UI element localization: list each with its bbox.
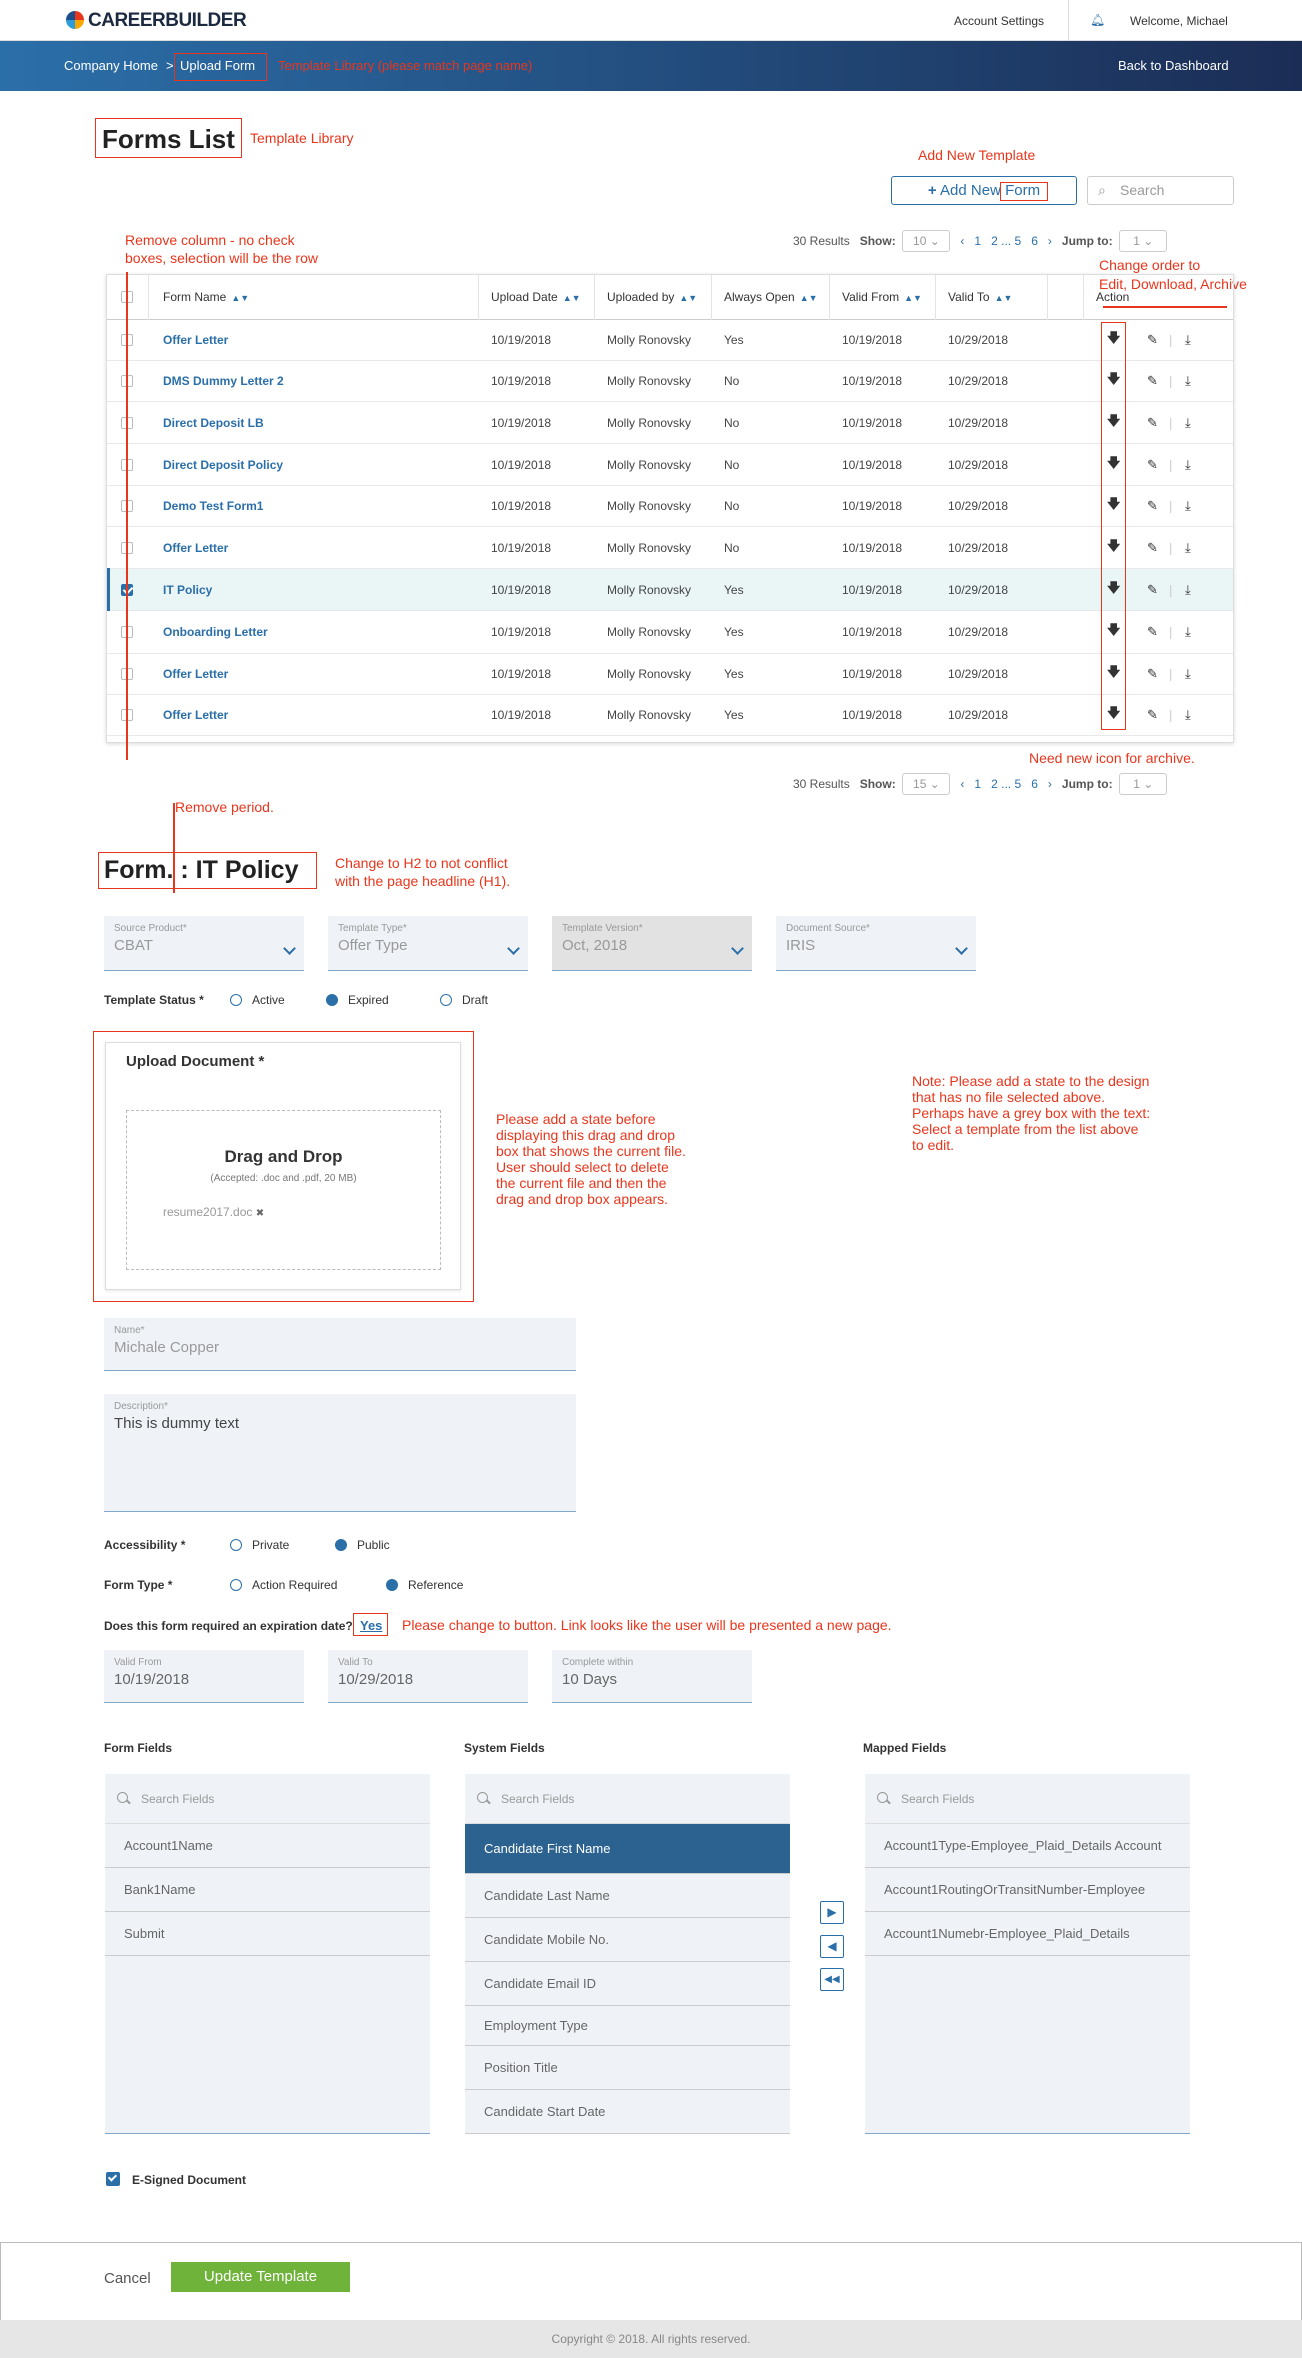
valid-from: 10/19/2018 [842,415,903,430]
upload-title: Upload Document * [126,1053,265,1070]
uploaded-by: Molly Ronovsky [607,415,692,430]
prev-page-button[interactable]: ‹ [960,234,965,248]
valid-from: 10/19/2018 [842,499,903,513]
jump-to-select[interactable]: 1 ⌄ [1119,773,1167,795]
uploaded-by: Molly Ronovsky [607,540,692,555]
play-right-icon: ▶ [827,1905,837,1919]
accessibility-label: Accessibility * [104,1538,186,1552]
copyright: Copyright © 2018. All rights reserved. [551,2332,751,2346]
annotation-nav: Template Library (please match page name) [278,58,533,73]
always-open: No [724,415,740,430]
annotation-box [98,852,317,889]
valid-to: 10/29/2018 [948,457,1009,472]
list-item[interactable]: Employment Type [465,2006,790,2046]
column-valid-to[interactable]: Valid To ▲▼ [936,275,1048,320]
template-type-select[interactable]: Template Type* Offer Type [328,916,528,971]
logo-mark-icon [66,11,84,29]
list-item[interactable]: Account1Type-Employee_Plaid_Details Account [865,1824,1190,1868]
action-divider: | [1169,582,1173,597]
divider [1068,0,1069,40]
valid-to: 10/29/2018 [948,374,1009,388]
action-divider: | [1169,373,1173,389]
download-icon[interactable]: ⤓ [1185,539,1191,555]
annotation-box [1000,182,1048,201]
table-row[interactable] [107,444,1233,486]
table-row[interactable] [107,320,1233,361]
action-divider: | [1169,457,1173,472]
sort-icon: ▲▼ [904,293,922,303]
prev-page-button[interactable]: ‹ [960,777,965,791]
always-open: Yes [724,582,744,597]
drag-drop-zone[interactable] [126,1110,441,1270]
action-divider: | [1169,498,1173,514]
form-fields-search[interactable]: Search Fields [105,1774,430,1824]
column-upload-date[interactable]: Upload Date ▲▼ [479,275,595,320]
uploaded-by: Molly Ronovsky [607,625,692,639]
edit-icon[interactable]: ✎ [1147,498,1158,513]
page-link[interactable]: 5 [1014,777,1022,791]
list-item[interactable]: Candidate Start Date [465,2090,790,2134]
action-divider: | [1169,624,1173,640]
annotation-nofile: Note: Please add a state to the design that has no file selected above. Perhaps have a grey box with the text: Select a template from the list above to edit. [912,1073,1151,1153]
upload-date: 10/19/2018 [491,708,552,722]
annotation-h2: Change to H2 to not conflict [335,855,508,871]
annotation-title: Template Library [250,130,354,146]
sort-icon: ▲▼ [679,293,698,303]
valid-to: 10/29/2018 [948,708,1009,722]
annotation-order: Change order to [1099,257,1201,273]
valid-from: 10/19/2018 [842,582,903,597]
uploaded-by: Molly Ronovsky [607,333,692,347]
cancel-button[interactable]: Cancel [104,2270,151,2287]
annotation-state: Please add a state before displaying this drag and drop box that shows the current file. User should select to delete the current file and then the drag and drop box appears. [496,1111,686,1207]
column-form-name[interactable]: Form Name ▲▼ [149,275,479,320]
play-left-icon: ◀ [827,1939,837,1953]
name-field[interactable]: Name* Michale Copper [104,1318,576,1371]
description-field[interactable]: Description* This is dummy text [104,1394,576,1512]
download-icon[interactable]: ⤓ [1185,624,1191,639]
always-open: Yes [724,667,744,681]
annotation-period: Remove period. [175,799,274,815]
expiration-yes-link[interactable]: Yes [360,1618,383,1633]
drag-subtitle: (Accepted: .doc and .pdf, 20 MB) [210,1173,357,1184]
column-spacer [1048,275,1084,320]
mapped-fields-list [865,1774,1190,2134]
page-link[interactable]: 1 [974,234,982,248]
template-status-label: Template Status * [104,993,204,1007]
search-icon: ⌕ [1098,182,1106,198]
template-version-select: Template Version* Oct, 2018 [552,916,752,971]
uploaded-by: Molly Ronovsky [607,667,692,681]
annotation-box [353,1613,388,1636]
table-row[interactable] [107,611,1233,654]
download-icon[interactable]: ⤓ [1185,456,1191,472]
always-open: No [724,499,740,513]
upload-date: 10/19/2018 [491,582,552,597]
file-chip: resume2017.doc ✖ [163,1205,265,1219]
list-item[interactable]: Candidate First Name [465,1824,790,1874]
uploaded-by: Molly Ronovsky [607,708,692,722]
download-icon[interactable]: ⤓ [1185,581,1191,597]
always-open: No [724,457,740,472]
drag-title: Drag and Drop [224,1147,343,1166]
upload-document-card [105,1042,461,1290]
edit-icon[interactable]: ✎ [1147,707,1158,722]
move-left-button[interactable] [820,1935,844,1958]
action-divider: | [1169,540,1173,555]
form-name-link[interactable]: Demo Test Form1 [163,499,264,513]
upload-date: 10/19/2018 [491,625,552,639]
table-row[interactable] [107,486,1233,527]
upload-date: 10/19/2018 [491,415,552,430]
edit-icon[interactable]: ✎ [1147,332,1158,347]
form-name-link[interactable]: Offer Letter [163,708,229,722]
always-open: Yes [724,708,744,722]
pagination-bottom: 30 Results Show: 15 ⌄ ‹ 1 2 ... 5 6 › Jump to: 1 ⌄ [793,772,1167,796]
list-item[interactable]: Position Title [465,2046,790,2090]
edit-icon[interactable]: ✎ [1147,539,1158,555]
form-name-link[interactable]: DMS Dummy Letter 2 [163,374,284,388]
jump-to-select[interactable]: 1 ⌄ [1119,230,1167,252]
document-source-select[interactable]: Document Source* IRIS [776,916,976,971]
edit-icon[interactable]: ✎ [1147,373,1158,388]
breadcrumb-home[interactable]: Company Home [64,58,158,73]
move-right-button[interactable] [820,1901,844,1924]
mapped-fields-title: Mapped Fields [863,1741,947,1755]
valid-from: 10/19/2018 [842,540,903,555]
annotation-line [126,272,128,760]
accessibility-radio-public[interactable]: Public [335,1538,390,1552]
upload-date: 10/19/2018 [491,333,552,347]
table-header [107,275,1233,320]
sort-icon: ▲▼ [799,293,818,303]
archive-download-icon[interactable]: 🡇 [1107,412,1121,428]
annotation-remove-col: boxes, selection will be the row [125,250,318,266]
accessibility-radio-private[interactable]: Private [230,1538,289,1552]
upload-date: 10/19/2018 [491,374,552,388]
page-link[interactable]: 2 ... [991,234,1012,248]
edit-icon[interactable]: ✎ [1147,456,1158,472]
select-all-header [107,275,149,320]
upload-date: 10/19/2018 [491,457,552,472]
back-to-dashboard-link[interactable]: Back to Dashboard [1118,58,1229,73]
edit-icon[interactable]: ✎ [1147,581,1158,597]
footer [0,2320,1302,2358]
always-open: Yes [724,333,744,347]
esigned-label: E-Signed Document [132,2173,247,2187]
form-name-link[interactable]: Offer Letter [163,333,229,347]
system-fields-list [465,1774,790,2134]
edit-icon[interactable]: ✎ [1147,414,1158,430]
always-open: No [724,374,740,388]
list-item[interactable]: Account1RoutingOrTransitNumber-Employee [865,1868,1190,1912]
expiration-question: Does this form required an expiration date? [104,1619,353,1633]
sort-icon: ▲▼ [231,293,250,303]
archive-download-icon[interactable]: 🡇 [1107,371,1121,386]
valid-from: 10/19/2018 [842,667,903,681]
download-icon[interactable]: ⤓ [1185,414,1191,430]
add-new-form-button[interactable]: + Add New Form [891,176,1077,205]
upload-date: 10/19/2018 [491,499,552,513]
archive-download-icon[interactable]: 🡇 [1107,622,1121,637]
page-title: Forms List [102,124,235,154]
double-left-icon: ◀◀ [824,1974,840,1985]
annotation-box [174,53,267,81]
valid-from-field[interactable]: Valid From 10/19/2018 [104,1650,304,1703]
welcome-user[interactable]: Welcome, Michael [1130,14,1228,28]
sort-icon: ▲▼ [994,293,1013,303]
valid-from: 10/19/2018 [842,708,903,722]
uploaded-by: Molly Ronovsky [607,374,692,388]
valid-to: 10/29/2018 [948,540,1009,555]
page-link[interactable]: 2 ... [991,777,1012,791]
mapped-fields-search[interactable]: Search Fields [865,1774,1190,1824]
valid-to: 10/29/2018 [948,333,1009,347]
form-type-radio-reference[interactable]: Reference [386,1578,463,1592]
annotation-button: Please change to button. Link looks like the user will be presented a new page. [402,1617,892,1633]
archive-download-icon[interactable]: 🡇 [1107,705,1121,720]
page-link[interactable]: 5 [1014,234,1022,248]
annotation-box [95,118,242,158]
archive-download-icon[interactable]: 🡇 [1107,496,1121,511]
form-fields-title: Form Fields [104,1741,173,1755]
annotation-add: Add New Template [918,147,1036,163]
complete-within-field[interactable]: Complete within 10 Days [552,1650,752,1703]
annotation-arrow [1103,306,1227,308]
action-divider: | [1169,415,1173,430]
always-open: No [724,540,740,555]
action-divider: | [1169,666,1173,682]
always-open: Yes [724,625,744,639]
forms-table [106,274,1234,743]
uploaded-by: Molly Ronovsky [607,499,692,513]
valid-to: 10/29/2018 [948,415,1009,430]
page-link[interactable]: 6 [1031,777,1038,791]
valid-from: 10/19/2018 [842,333,903,347]
system-fields-search[interactable]: Search Fields [465,1774,790,1824]
annotation-box [1101,322,1126,730]
download-icon[interactable]: ⤓ [1185,666,1191,681]
breadcrumb-current: Upload Form [180,58,256,73]
annotation-archive: Need new icon for archive. [1029,750,1195,766]
table-row[interactable] [107,361,1233,402]
move-all-left-button[interactable] [820,1968,844,1991]
upload-date: 10/19/2018 [491,540,552,555]
valid-to: 10/29/2018 [948,499,1009,513]
page-size-select[interactable]: 10 ⌄ [902,230,950,252]
uploaded-by: Molly Ronovsky [607,582,692,597]
column-uploaded-by[interactable]: Uploaded by ▲▼ [595,275,712,320]
source-product-select[interactable]: Source Product* CBAT [104,916,304,971]
next-page-button[interactable]: › [1047,234,1052,248]
list-item[interactable]: Submit [105,1912,430,1956]
action-divider: | [1169,332,1173,348]
list-item[interactable]: Candidate Mobile No. [465,1918,790,1962]
top-bar [0,0,1302,41]
column-action: Action [1096,290,1130,304]
archive-download-icon[interactable]: 🡇 [1107,537,1121,553]
column-always-open[interactable]: Always Open ▲▼ [712,275,830,320]
bell-icon[interactable]: 🔔︎ [1090,13,1106,27]
table-row[interactable] [107,569,1233,611]
form-type-label: Form Type * [104,1578,173,1592]
account-settings-link[interactable]: Account Settings [954,14,1045,28]
form-name-link[interactable]: Offer Letter [163,540,229,555]
form-name-link[interactable]: Direct Deposit Policy [163,457,284,472]
form-name-link[interactable]: IT Policy [163,582,213,597]
remove-file-icon[interactable]: ✖ [255,1208,265,1219]
annotation-remove-col: Remove column - no check [125,232,295,248]
valid-from: 10/19/2018 [842,374,903,388]
table-row[interactable] [107,527,1233,569]
archive-download-icon[interactable]: 🡇 [1107,664,1121,679]
download-icon[interactable]: ⤓ [1185,373,1191,388]
breadcrumb-separator: > [166,58,174,73]
next-page-button[interactable]: › [1047,777,1052,791]
careerbuilder-logo[interactable]: CAREERBUILDER [66,10,246,32]
page-size-select[interactable]: 15 ⌄ [902,773,950,795]
pagination-top: 30 Results Show: 10 ⌄ ‹ 1 2 ... 5 6 › Jump to: 1 ⌄ [793,229,1167,253]
selected-row-marker [107,568,110,611]
annotation-h2: with the page headline (H1). [335,873,511,889]
status-radio-expired[interactable]: Expired [326,993,389,1007]
annotation-order: Edit, Download, Archive [1099,276,1247,292]
valid-from: 10/19/2018 [842,457,903,472]
uploaded-by: Molly Ronovsky [607,457,692,472]
edit-icon[interactable]: ✎ [1147,624,1158,639]
esigned-checkbox[interactable] [106,2172,120,2186]
table-row[interactable] [107,695,1233,736]
page-link[interactable]: 1 [974,777,982,791]
form-fields-list [105,1774,430,2134]
list-item[interactable]: Candidate Last Name [465,1874,790,1918]
valid-to: 10/29/2018 [948,625,1009,639]
valid-to-field[interactable]: Valid To 10/29/2018 [328,1650,528,1703]
download-icon[interactable]: ⤓ [1185,332,1191,347]
form-name-link[interactable]: Offer Letter [163,667,229,681]
table-row[interactable] [107,402,1233,444]
status-radio-draft[interactable]: Draft [440,993,488,1007]
valid-to: 10/29/2018 [948,667,1009,681]
upload-date: 10/19/2018 [491,667,552,681]
table-row[interactable] [107,654,1233,695]
valid-from: 10/19/2018 [842,625,903,639]
download-icon[interactable]: ⤓ [1185,498,1191,513]
list-item[interactable]: Account1Numebr-Employee_Plaid_Details [865,1912,1190,1956]
edit-icon[interactable]: ✎ [1147,666,1158,681]
list-item[interactable]: Bank1Name [105,1868,430,1912]
system-fields-title: System Fields [464,1741,545,1755]
action-divider: | [1169,707,1173,723]
form-type-radio-action-required[interactable]: Action Required [230,1578,337,1592]
download-icon[interactable]: ⤓ [1185,707,1191,722]
list-item[interactable]: Candidate Email ID [465,1962,790,2006]
archive-download-icon[interactable]: 🡇 [1107,330,1121,345]
archive-download-icon[interactable]: 🡇 [1107,454,1121,470]
column-valid-from[interactable]: Valid From ▲▼ [830,275,936,320]
search-input[interactable]: ⌕ Search [1087,176,1234,205]
page-link[interactable]: 6 [1031,234,1038,248]
list-item[interactable]: Account1Name [105,1824,430,1868]
update-template-button[interactable]: Update Template [171,2262,350,2292]
archive-download-icon[interactable]: 🡇 [1107,579,1121,595]
form-name-link[interactable]: Direct Deposit LB [163,415,264,430]
form-title: Form. : IT Policy [104,856,299,884]
valid-to: 10/29/2018 [948,582,1009,597]
sort-icon: ▲▼ [562,293,581,303]
status-radio-active[interactable]: Active [230,993,285,1007]
form-name-link[interactable]: Onboarding Letter [163,625,268,639]
